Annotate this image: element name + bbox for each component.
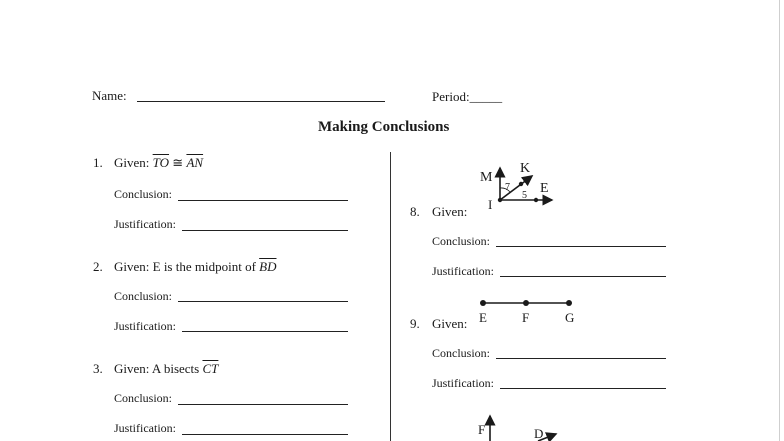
- problem-3-justification-field[interactable]: [182, 434, 348, 435]
- problem-8-justification-field[interactable]: [500, 276, 666, 277]
- problem-1-justification-label: Justification:: [114, 217, 176, 231]
- segment-ct: $\overline{CT}$: [202, 361, 219, 376]
- problem-2-conclusion-field[interactable]: [178, 301, 348, 302]
- label-g: G: [565, 310, 575, 325]
- column-divider: [390, 152, 391, 441]
- problem-8-justification-label: Justification:: [432, 264, 494, 278]
- problem-9-justification-field[interactable]: [500, 388, 666, 389]
- vertex-i: [498, 198, 502, 202]
- point-e: [480, 300, 486, 306]
- problem-9-given: Given:: [432, 316, 468, 331]
- problem-1-conclusion-label: Conclusion:: [114, 187, 173, 201]
- period-label: Period:_____: [432, 89, 503, 104]
- problem-3-conclusion-field[interactable]: [178, 404, 348, 405]
- problem-9-number: 9.: [410, 316, 420, 331]
- problem-9-conclusion-label: Conclusion:: [432, 346, 491, 360]
- angle-7: 7: [505, 182, 510, 193]
- label-e: E: [479, 310, 487, 325]
- point-g: [566, 300, 572, 306]
- page-edge: [779, 0, 780, 441]
- segment-to: $\overline{TO}$: [152, 155, 170, 170]
- problem-1-justification-field[interactable]: [182, 230, 348, 231]
- segment-figure: [470, 294, 580, 326]
- period-field[interactable]: _____: [469, 89, 503, 104]
- problem-3-given: Given: A bisects $\overline{CT}$: [114, 361, 219, 376]
- point-f: [523, 300, 529, 306]
- problem-8-conclusion-field[interactable]: [496, 246, 666, 247]
- problem-8-conclusion-label: Conclusion:: [432, 234, 491, 248]
- problem-1-conclusion-field[interactable]: [178, 200, 348, 201]
- problem-8-given: Given:: [432, 204, 468, 219]
- problem-9-justification-label: Justification:: [432, 376, 494, 390]
- label-k: K: [520, 161, 531, 176]
- label-m: M: [480, 170, 493, 185]
- problem-3-number: 3.: [93, 361, 103, 376]
- label-e: E: [540, 181, 549, 196]
- page-title: Making Conclusions: [318, 119, 450, 135]
- segment-an: $\overline{AN}$: [186, 155, 204, 170]
- label-f: F: [522, 310, 530, 325]
- problem-2-justification-label: Justification:: [114, 319, 176, 333]
- partial-figure: [474, 412, 564, 441]
- problem-3-justification-label: Justification:: [114, 421, 176, 435]
- problem-2-conclusion-label: Conclusion:: [114, 289, 173, 303]
- segment-bd: $\overline{BD}$: [259, 259, 277, 274]
- label-d: D: [534, 426, 544, 441]
- problem-2-number: 2.: [93, 259, 103, 274]
- name-field[interactable]: [137, 101, 385, 102]
- label-i: I: [488, 197, 493, 212]
- problem-2-justification-field[interactable]: [182, 331, 348, 332]
- point-e: [534, 198, 538, 202]
- angle-5: 5: [522, 190, 527, 201]
- angle-figure: [474, 156, 564, 214]
- problem-1-given: Given: $\overline{TO}$ ≅ $\overline{AN}$: [114, 155, 204, 170]
- name-label: Name:: [92, 88, 127, 103]
- problem-3-conclusion-label: Conclusion:: [114, 391, 173, 405]
- label-f: F: [478, 422, 486, 437]
- problem-8-number: 8.: [410, 204, 420, 219]
- problem-1-number: 1.: [93, 155, 103, 170]
- problem-9-conclusion-field[interactable]: [496, 358, 666, 359]
- problem-2-given: Given: E is the midpoint of $\overline{BD}$: [114, 259, 277, 274]
- point-k: [519, 182, 523, 186]
